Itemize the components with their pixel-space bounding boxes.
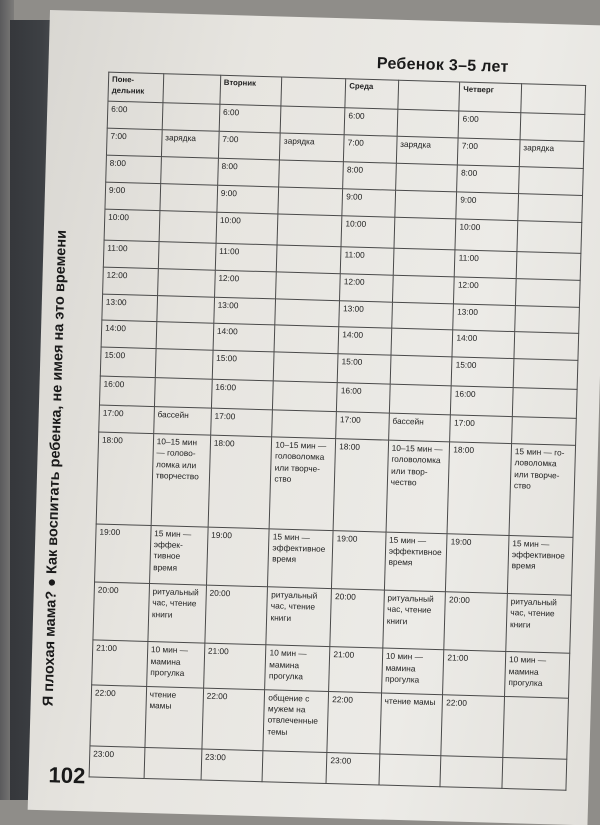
day-header: Вторник (220, 75, 282, 106)
activity-cell (392, 302, 454, 331)
activity-cell: зарядка (396, 136, 458, 165)
time-row (96, 432, 575, 537)
time-cell: 21:00 (203, 643, 266, 689)
activity-cell: 15 мин — головоломка или творчество (509, 444, 576, 538)
activity-cell (157, 268, 215, 296)
time-cell: 22:00 (202, 688, 265, 750)
time-cell: 8:00 (106, 155, 161, 183)
activity-cell (389, 384, 451, 415)
day-note-header (521, 84, 586, 115)
time-cell: 13:00 (102, 294, 157, 322)
time-cell: 17:00 (336, 412, 389, 440)
time-cell: 20:00 (330, 589, 384, 649)
activity-cell (278, 187, 343, 216)
activity-cell (515, 278, 580, 307)
activity-cell (279, 160, 344, 189)
activity-cell (274, 352, 339, 383)
activity-cell: ритуальный час, чтение книги (383, 590, 446, 650)
activity-cell (274, 325, 339, 354)
time-cell: 12:00 (214, 270, 276, 299)
activity-cell (512, 417, 577, 446)
time-cell: 13:00 (453, 303, 515, 332)
time-cell: 14:00 (452, 330, 514, 359)
book-page (28, 10, 600, 825)
time-cell: 9:00 (217, 185, 279, 214)
activity-cell: ритуальный час, чтение книги (506, 594, 572, 654)
activity-cell: 10 мин — мамина прогулка (381, 648, 444, 694)
activity-cell (390, 355, 452, 386)
activity-cell (262, 750, 327, 783)
time-cell: 16:00 (211, 379, 273, 410)
time-cell: 18:00 (208, 435, 272, 528)
activity-cell: 10 мин — мамина прогулка (265, 645, 330, 692)
time-cell: 10:00 (341, 215, 394, 248)
activity-cell (397, 109, 459, 138)
activity-cell: 15 мин — эффективное время (268, 529, 333, 589)
activity-cell (154, 378, 212, 409)
time-cell: 11:00 (215, 243, 277, 272)
time-cell: 22:00 (90, 685, 146, 747)
activity-cell (513, 359, 578, 390)
day-note-header (281, 77, 346, 108)
activity-cell: чтение мамы (145, 687, 204, 749)
activity-cell: зарядка (280, 133, 345, 162)
activity-cell (160, 183, 218, 211)
activity-cell: ритуальный час, чтение книги (266, 587, 331, 647)
time-cell: 8:00 (457, 165, 519, 194)
time-cell: 6:00 (344, 108, 397, 136)
running-title: Я плохая мама? ● Как воспитать ребенка, не имея на это времени (40, 229, 70, 707)
activity-cell (275, 298, 340, 327)
activity-cell: ритуальный час, чтение книги (148, 584, 207, 644)
activity-cell (160, 156, 218, 184)
activity-cell: общение с мужем на отвлеченные темы (263, 690, 329, 752)
activity-cell: 10 мин — мамина прогулка (146, 642, 204, 688)
time-cell: 15:00 (452, 357, 514, 388)
time-cell: 20:00 (205, 585, 268, 645)
time-cell: 19:00 (446, 534, 509, 594)
activity-cell (518, 193, 583, 222)
time-cell: 17:00 (99, 405, 154, 433)
time-cell: 23:00 (326, 752, 379, 785)
activity-cell: 10–15 мин — головоломка или творчество (151, 434, 211, 527)
time-cell: 12:00 (454, 277, 516, 306)
activity-cell (281, 106, 346, 135)
time-cell: 10:00 (104, 209, 160, 242)
time-cell: 9:00 (456, 192, 518, 221)
time-cell: 6:00 (107, 101, 162, 129)
time-cell: 11:00 (103, 240, 158, 268)
time-cell: 22:00 (327, 692, 381, 754)
activity-cell (379, 754, 441, 787)
time-cell: 11:00 (341, 247, 394, 275)
time-cell: 13:00 (214, 297, 276, 326)
time-cell: 21:00 (329, 647, 383, 693)
time-cell: 9:00 (342, 188, 395, 216)
time-cell: 8:00 (343, 162, 396, 190)
activity-cell (392, 275, 454, 304)
activity-cell (502, 757, 567, 790)
time-cell: 23:00 (89, 745, 145, 778)
time-cell: 7:00 (106, 128, 161, 156)
time-cell: 17:00 (450, 415, 512, 444)
time-cell: 19:00 (332, 531, 386, 591)
time-cell: 19:00 (206, 527, 269, 587)
day-header: Четверг (459, 82, 521, 113)
activity-cell (516, 251, 581, 280)
time-cell: 8:00 (217, 158, 279, 187)
activity-cell: чтение мамы (380, 693, 443, 755)
time-cell: 14:00 (338, 327, 391, 355)
day-header: Среда (345, 79, 398, 110)
time-cell: 6:00 (458, 111, 520, 140)
activity-cell: 10–15 мин — головоломка или творчество (270, 437, 336, 530)
time-cell: 16:00 (451, 386, 513, 417)
activity-cell: 15 мин — эффективное время (149, 526, 208, 586)
activity-cell (144, 747, 202, 780)
time-cell: 15:00 (100, 347, 156, 378)
time-cell: 18:00 (447, 442, 511, 535)
activity-cell: зарядка (161, 130, 219, 158)
activity-cell (162, 103, 220, 131)
time-cell: 7:00 (218, 131, 280, 160)
activity-cell (277, 213, 342, 246)
time-cell: 23:00 (201, 749, 263, 782)
activity-cell (503, 697, 569, 759)
time-cell: 6:00 (219, 104, 281, 133)
activity-cell (512, 388, 577, 419)
activity-cell (155, 349, 213, 380)
time-cell: 12:00 (340, 273, 393, 301)
time-cell: 7:00 (458, 138, 520, 167)
activity-cell: 10 мин — мамина прогулка (505, 652, 570, 699)
activity-cell (395, 163, 457, 192)
time-cell: 7:00 (344, 135, 397, 163)
time-cell: 11:00 (455, 250, 517, 279)
activity-cell (520, 113, 585, 142)
activity-cell: 15 мин — эффективное время (384, 532, 447, 592)
time-cell: 15:00 (212, 350, 274, 381)
activity-cell (273, 381, 338, 412)
page-number: 102 (48, 762, 86, 789)
activity-cell (391, 329, 453, 358)
time-cell: 15:00 (338, 354, 391, 385)
activity-cell: бассейн (153, 407, 211, 435)
activity-cell (395, 190, 457, 219)
time-cell: 19:00 (95, 524, 151, 584)
activity-cell: бассейн (388, 414, 450, 443)
activity-cell: зарядка (519, 140, 584, 169)
time-cell: 14:00 (213, 324, 275, 353)
time-cell: 10:00 (455, 218, 517, 251)
activity-cell (393, 248, 455, 277)
time-cell: 14:00 (101, 320, 156, 348)
time-cell: 22:00 (441, 695, 504, 757)
activity-cell (517, 220, 582, 253)
time-cell: 18:00 (96, 432, 153, 525)
activity-cell: 10–15 мин — головоломка или творчество (386, 440, 450, 533)
time-cell: 16:00 (337, 383, 390, 414)
day-note-header (163, 74, 221, 105)
time-cell: 12:00 (103, 267, 158, 295)
activity-cell (156, 322, 214, 350)
page-header: Ребенок 3–5 лет (376, 55, 509, 76)
time-cell: 21:00 (92, 640, 148, 686)
activity-cell (514, 332, 579, 361)
activity-cell (515, 305, 580, 334)
time-cell (440, 755, 502, 788)
time-cell: 17:00 (210, 409, 272, 438)
activity-cell (159, 210, 217, 243)
time-cell: 9:00 (105, 182, 160, 210)
activity-cell (519, 166, 584, 195)
time-cell: 10:00 (216, 212, 278, 245)
activity-cell (157, 295, 215, 323)
time-cell: 18:00 (333, 439, 388, 532)
activity-cell (277, 245, 342, 274)
day-header: Поне- дельник (108, 72, 164, 103)
activity-cell (394, 217, 456, 250)
time-cell: 13:00 (339, 300, 392, 328)
activity-cell (276, 272, 341, 301)
time-cell: 21:00 (443, 650, 506, 696)
day-note-header (398, 80, 460, 111)
weekly-schedule-table (89, 72, 587, 791)
time-cell: 20:00 (93, 582, 149, 642)
time-cell: 16:00 (99, 376, 155, 407)
activity-cell: 15 мин — эффективное время (507, 536, 573, 596)
activity-cell (158, 241, 216, 269)
time-cell: 20:00 (444, 592, 507, 652)
activity-cell (272, 410, 337, 439)
